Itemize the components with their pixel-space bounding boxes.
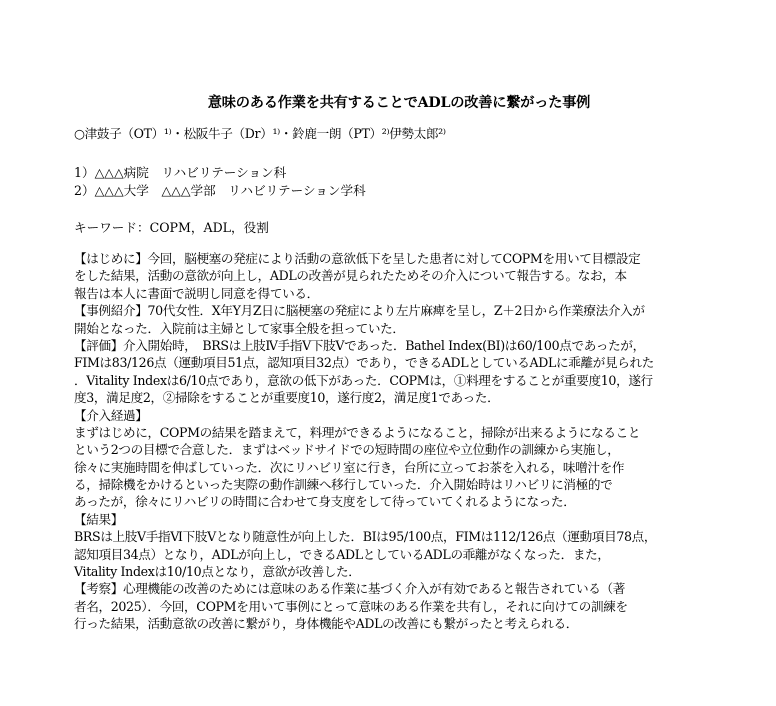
body-line: ．Vitality Indexは6/10点であり，意欲の低下があった．COPMは，①料理をすることが重要度10，遂行 (74, 372, 653, 388)
body-line: BRSは上肢Ⅴ手指Ⅵ下肢Ⅴとなり随意性が向上した．BIは95/100点，FIMは112/126点（運動項目78点， (74, 529, 657, 545)
body-line: Vitality Indexは10/10点となり，意欲が改善した． (74, 564, 361, 580)
body-line: 【結果】 (74, 511, 123, 527)
body-line: 【事例紹介】70代女性．X年Y月Z日に脳梗塞の発症により左片麻痺を呈し，Z＋2日から作業療法介入が (74, 303, 645, 319)
author-list: ○津鼓子（OT）¹⁾・松阪牛子（Dr）¹⁾・鈴鹿一朗（PT）²⁾伊勢太郎²⁾ (74, 126, 446, 141)
document-title: 意味のある作業を共有することでADLの改善に繋がった事例 (207, 95, 591, 111)
body-line: をした結果，活動の意欲が向上し，ADLの改善が見られたためその介入について報告する。なお，本 (74, 268, 627, 284)
body-line: る，掃除機をかけるといった実際の動作訓練へ移行していった．介入開始時はリハビリに消極的で (74, 477, 613, 493)
affiliation-1: 1）△△△病院 リハビリテーション科 (74, 165, 287, 180)
body-line: 【評価】介入開始時， BRSは上肢Ⅳ手指Ⅴ下肢Ⅴであった．Bathel Index(BI)は60/100点であったが， (74, 337, 645, 353)
body-line: 開始となった．入院前は主婦として家事全般を担っていた． (74, 320, 405, 336)
body-line: 【介入経過】 (74, 407, 148, 423)
body-line: あったが，徐々にリハビリの時間に合わせて身支度をして待っていてくれるようになった． (74, 494, 576, 510)
affiliation-2: 2）△△△大学 △△△学部 リハビリテーション学科 (74, 183, 366, 198)
body-line: 【考察】心理機能の改善のためには意味のある作業に基づく介入が有効であると報告されている（著 (74, 581, 625, 597)
body-line: 徐々に実施時間を伸ばしていった．次にリハビリ室に行き，台所に立ってお茶を入れる，味噌汁を作 (74, 459, 625, 475)
body-line: という2つの目標で合意した．まずはベッドサイドでの短時間の座位や立位動作の訓練から実施し， (74, 442, 620, 458)
body-line: 者名，2025）．今回，COPMを用いて事例にとって意味のある作業を共有し，それに向けての訓練を (74, 598, 628, 614)
body-line: 報告は本人に書面で説明し同意を得ている． (74, 285, 319, 301)
body-line: まずはじめに，COPMの結果を踏まえて，料理ができるようになること，掃除が出来るようになること (74, 424, 641, 440)
body-line: 行った結果，活動意欲の改善に繋がり，身体機能やADLの改善にも繋がったと考えられる． (74, 616, 579, 632)
body-line: 度3，満足度2，②掃除をすることが重要度10，遂行度2，満足度1であった． (74, 390, 500, 406)
body-line: 認知項目34点）となり，ADLが向上し，できるADLとしているADLの乖離がなくなった．また， (74, 546, 610, 562)
body-line: FIMは83/126点（運動項目51点，認知項目32点）であり，できるADLとしているADLに乖離が見られた (74, 355, 654, 371)
abstract-body (74, 250, 734, 633)
body-line: 【はじめに】今回，脳梗塞の発症により活動の意欲低下を呈した患者に対してCOPMを用いて目標設定 (74, 251, 641, 266)
keywords-line: キーワード：COPM，ADL，役割 (74, 220, 269, 235)
